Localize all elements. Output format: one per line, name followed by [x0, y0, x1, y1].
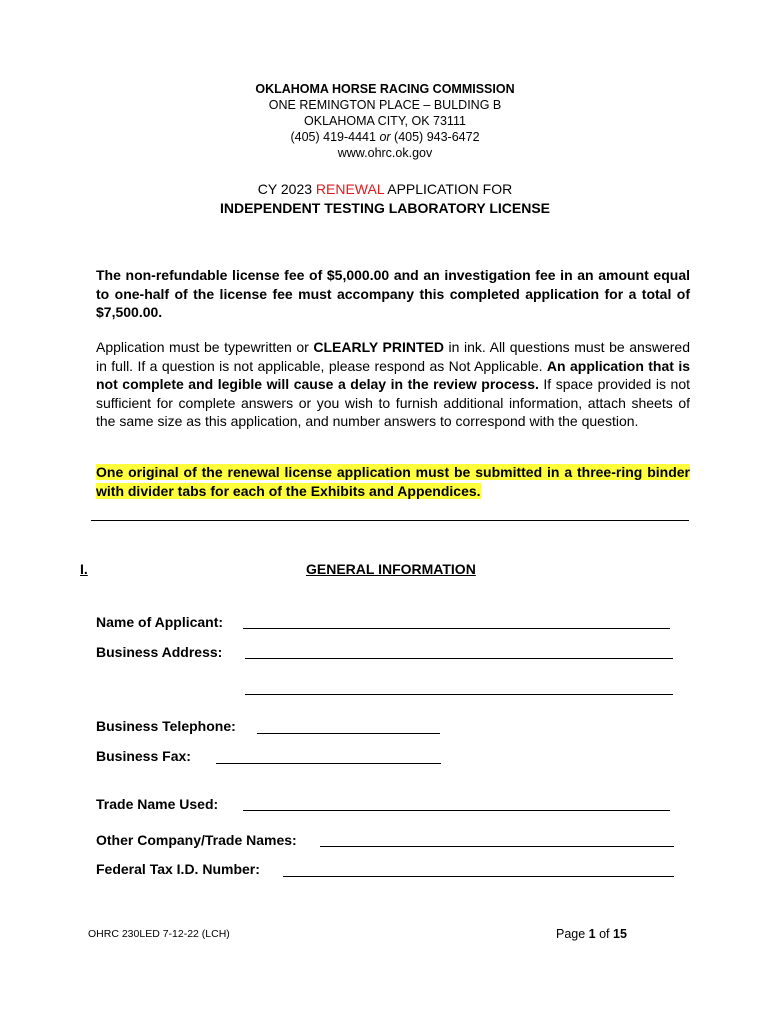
business-address-field-line-2[interactable]: [245, 694, 673, 695]
other-names-field[interactable]: [320, 846, 674, 847]
title-suffix: APPLICATION FOR: [384, 181, 513, 197]
org-name: OKLAHOMA HORSE RACING COMMISSION: [255, 82, 515, 96]
binder-notice-text: One original of the renewal license application must be submitted in a three-ring binder with divider tabs for each of the Exhibits and Appendices.: [96, 464, 690, 499]
page-indicator: [556, 927, 627, 941]
title-prefix: CY 2023: [257, 181, 316, 197]
business-fax-field[interactable]: [216, 763, 441, 764]
page-of: of: [595, 927, 613, 941]
instructions-part-2: in ink. All questions must be answered in full. If a question is not applicable, please respond as Not Applicable.: [96, 339, 690, 374]
business-address-field-line-1[interactable]: [245, 658, 673, 659]
phone-line: [0, 129, 770, 145]
instructions-warning: An application that is not complete and legible will cause a delay in the review process.: [96, 357, 690, 392]
license-type-title: INDEPENDENT TESTING LABORATORY LICENSE: [219, 200, 551, 216]
section-number: I.: [80, 561, 88, 577]
phone-secondary: (405) 943-6472: [390, 130, 480, 144]
applicant-name-label: Name of Applicant:: [96, 614, 224, 630]
page-total: 15: [613, 927, 627, 941]
phone-primary: (405) 419-4441: [290, 130, 380, 144]
section-title: GENERAL INFORMATION: [306, 561, 476, 577]
address-line-2: OKLAHOMA CITY, OK 73111: [304, 114, 466, 128]
tax-id-label: Federal Tax I.D. Number:: [96, 861, 260, 877]
applicant-name-field[interactable]: [243, 628, 670, 629]
form-title: [0, 181, 770, 197]
instructions-emphasis: CLEARLY PRINTED: [313, 339, 444, 355]
instructions: [96, 338, 690, 431]
business-address-label: Business Address:: [96, 644, 223, 660]
binder-notice: [96, 463, 690, 500]
trade-name-field[interactable]: [243, 810, 670, 811]
renewal-label: RENEWAL: [315, 181, 385, 197]
page-number: 1: [588, 927, 596, 941]
phone-or: or: [379, 130, 391, 144]
website: www.ohrc.ok.gov: [337, 146, 433, 160]
address-line-1: ONE REMINGTON PLACE – BULDING B: [268, 98, 502, 112]
page-label: Page: [556, 927, 589, 941]
form-code: OHRC 230LED 7-12-22 (LCH): [88, 928, 230, 940]
other-names-label: Other Company/Trade Names:: [96, 832, 297, 848]
business-telephone-field[interactable]: [257, 733, 440, 734]
business-fax-label: Business Fax:: [96, 748, 191, 764]
tax-id-field[interactable]: [283, 876, 674, 877]
instructions-part-1: Application must be typewritten or: [96, 339, 314, 355]
section-divider: [91, 520, 689, 521]
trade-name-label: Trade Name Used:: [96, 796, 219, 812]
fee-notice: The non-refundable license fee of $5,000.00 and an investigation fee in an amount equal to one-half of the license fee must accompany this completed application for a total of $7,500.00.: [96, 267, 690, 320]
instructions-part-3: If space provided is not sufficient for complete answers or you wish to furnish additional information, attach sheets of the same size as this application, and number answers to correspond with the question.: [96, 376, 690, 429]
business-telephone-label: Business Telephone:: [96, 718, 236, 734]
